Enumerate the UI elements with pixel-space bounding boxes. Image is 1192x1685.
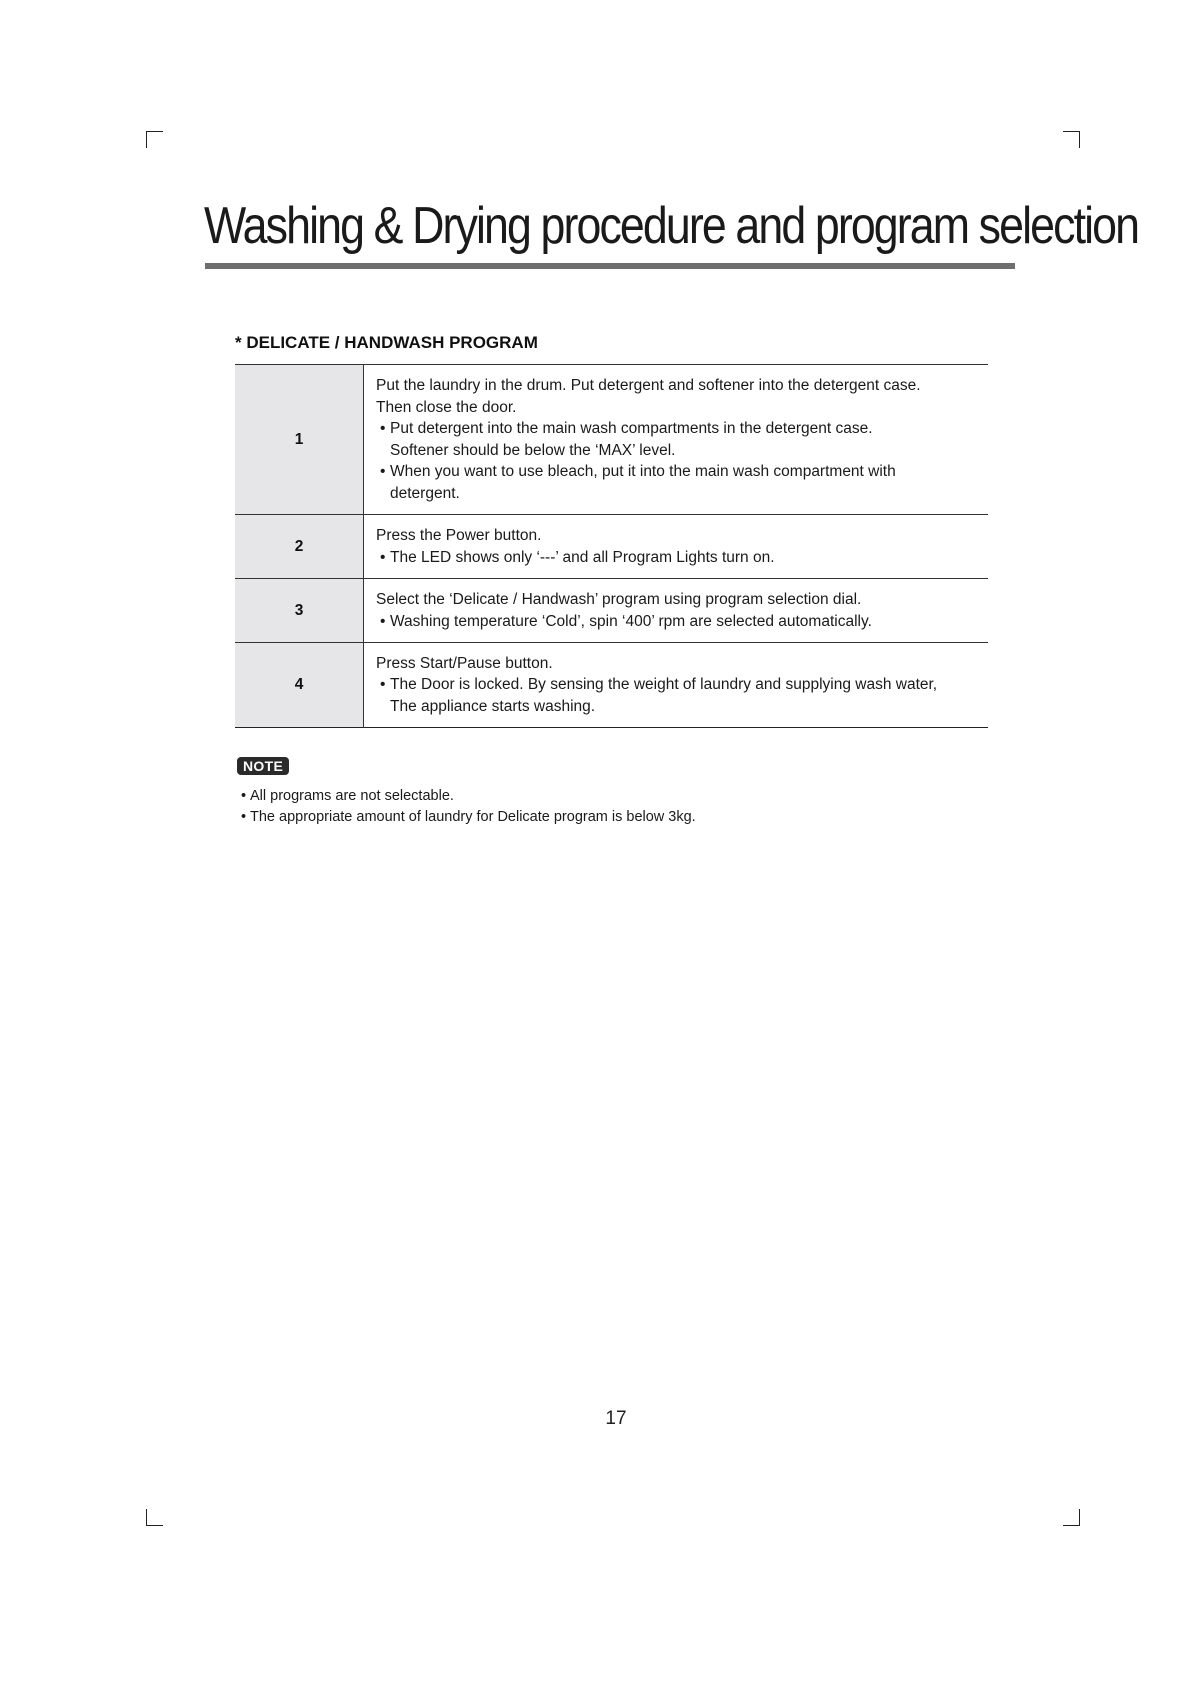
step-number: 2 xyxy=(235,515,364,579)
step-text: Select the ‘Delicate / Handwash’ program using program selection dial. xyxy=(376,591,862,608)
step-bullet: • Put detergent into the main wash compartments in the detergent case. xyxy=(376,418,976,440)
step-row-2 xyxy=(235,515,988,579)
step-description xyxy=(364,365,989,515)
bullet-dot: • xyxy=(380,676,386,694)
step-bullet-continued: detergent. xyxy=(390,484,460,502)
crop-mark-top-left xyxy=(146,131,163,148)
step-description xyxy=(364,643,989,728)
step-description xyxy=(364,515,989,579)
step-text: Then close the door. xyxy=(376,398,517,416)
steps-table xyxy=(235,364,988,728)
step-text: Put the laundry in the drum. Put detergent and softener into the detergent case. xyxy=(376,377,921,394)
step-text: Press the Power button. xyxy=(376,527,542,544)
step-number: 1 xyxy=(235,365,364,515)
step-bullet: • When you want to use bleach, put it into the main wash compartment with xyxy=(376,461,976,483)
step-row-1 xyxy=(235,365,988,515)
step-bullet: • Washing temperature ‘Cold’, spin ‘400’ rpm are selected automatically. xyxy=(376,611,976,633)
step-row-4 xyxy=(235,643,988,728)
bullet-dot: • xyxy=(380,420,386,437)
crop-mark-bottom-left xyxy=(146,1509,163,1526)
note-list xyxy=(241,786,696,828)
page-number: 17 xyxy=(605,1408,627,1429)
step-bullet-continued: The appliance starts washing. xyxy=(390,697,596,715)
bullet-dot: • xyxy=(380,463,386,480)
title-rule xyxy=(205,263,1015,269)
step-number: 3 xyxy=(235,579,364,643)
step-text: Press Start/Pause button. xyxy=(376,654,553,672)
bullet-dot: • xyxy=(241,788,247,804)
step-bullet-continued: Softener should be below the ‘MAX’ level. xyxy=(390,441,676,459)
crop-mark-bottom-right xyxy=(1063,1509,1080,1526)
step-description xyxy=(364,579,989,643)
crop-mark-top-right xyxy=(1063,131,1080,148)
note-item: • The appropriate amount of laundry for Delicate program is below 3kg. xyxy=(241,807,696,828)
step-number: 4 xyxy=(235,643,364,728)
section-heading: * DELICATE / HANDWASH PROGRAM xyxy=(235,333,538,352)
bullet-dot: • xyxy=(380,548,386,566)
page-title: Washing & Drying procedure and program selection xyxy=(204,197,1139,255)
step-bullet: • The Door is locked. By sensing the weight of laundry and supplying wash water, xyxy=(376,674,976,696)
bullet-dot: • xyxy=(241,809,247,825)
step-row-3 xyxy=(235,579,988,643)
note-item: • All programs are not selectable. xyxy=(241,786,696,807)
bullet-dot: • xyxy=(380,612,386,630)
step-bullet: • The LED shows only ‘---’ and all Program Lights turn on. xyxy=(376,547,976,569)
note-badge: NOTE xyxy=(237,757,289,775)
